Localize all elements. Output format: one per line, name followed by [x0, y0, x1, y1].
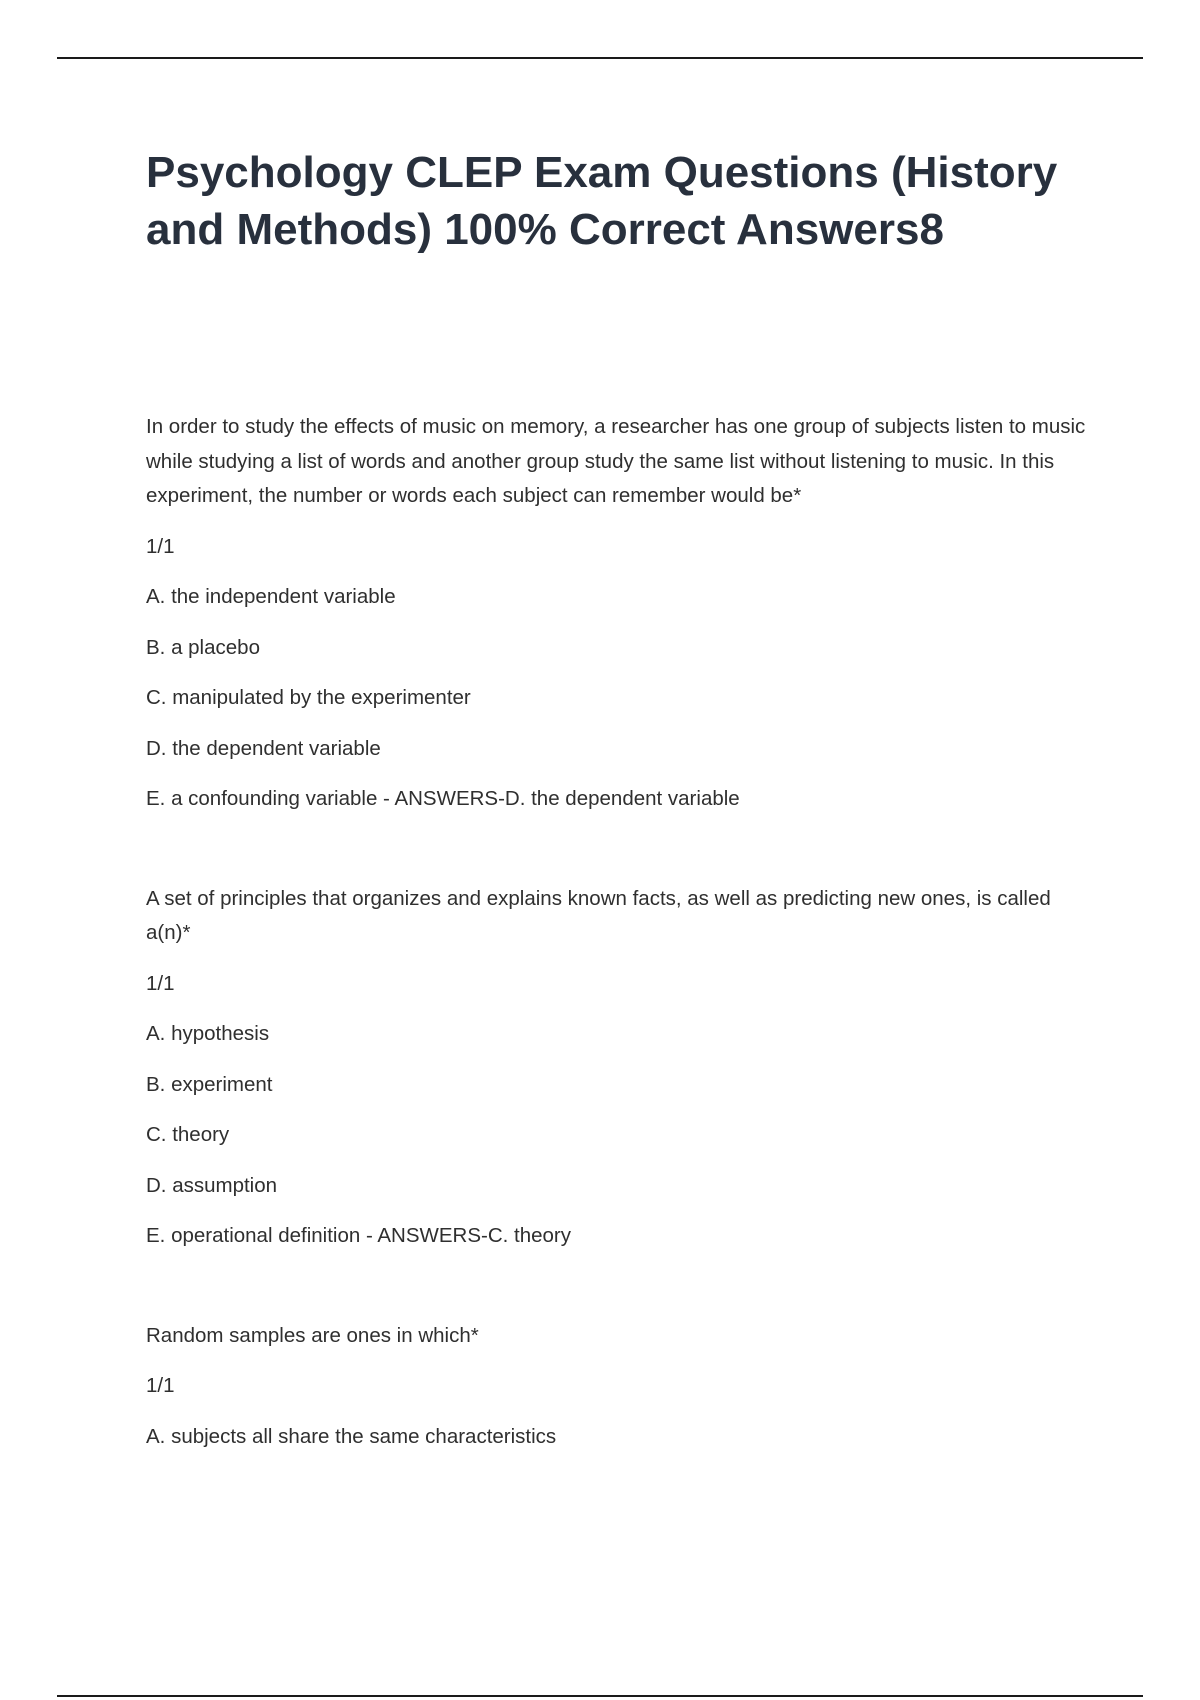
question-1 [146, 410, 1086, 817]
answer-option-with-key: E. a confounding variable - ANSWERS-D. the dependent variable [146, 787, 740, 810]
question-text: A set of principles that organizes and explains known facts, as well as predicting new ones, is called a(n)* [146, 886, 1051, 944]
question-text: Random samples are ones in which* [146, 1323, 479, 1347]
question-text: In order to study the effects of music on memory, a researcher has one group of subjects listen to music while studying a list of words and another group study the same list without listening to music. In this experiment, the number or words each subject can remember would be* [146, 415, 1086, 507]
answer-option: A. subjects all share the same characteristics [146, 1424, 557, 1448]
answer-option: A. hypothesis [146, 1022, 270, 1045]
header-rule [57, 57, 1143, 59]
answer-option: D. the dependent variable [146, 736, 381, 760]
footer-rule [57, 1695, 1143, 1697]
answer-option: A. the independent variable [146, 585, 396, 608]
page-title: Psychology CLEP Exam Questions (History and Methods) 100% Correct Answers8 [146, 148, 1058, 254]
question-list [146, 410, 1086, 1454]
question-2 [146, 882, 1086, 1254]
answer-option-with-key: E. operational definition - ANSWERS-C. theory [146, 1224, 571, 1247]
answer-option: B. experiment [146, 1072, 273, 1096]
question-score: 1/1 [146, 1374, 175, 1397]
answer-option: C. manipulated by the experimenter [146, 686, 471, 709]
answer-option: C. theory [146, 1123, 230, 1146]
question-score: 1/1 [146, 534, 175, 558]
answer-option: B. a placebo [146, 635, 260, 659]
answer-option: D. assumption [146, 1173, 278, 1197]
question-score: 1/1 [146, 971, 175, 995]
question-3 [146, 1319, 1086, 1455]
